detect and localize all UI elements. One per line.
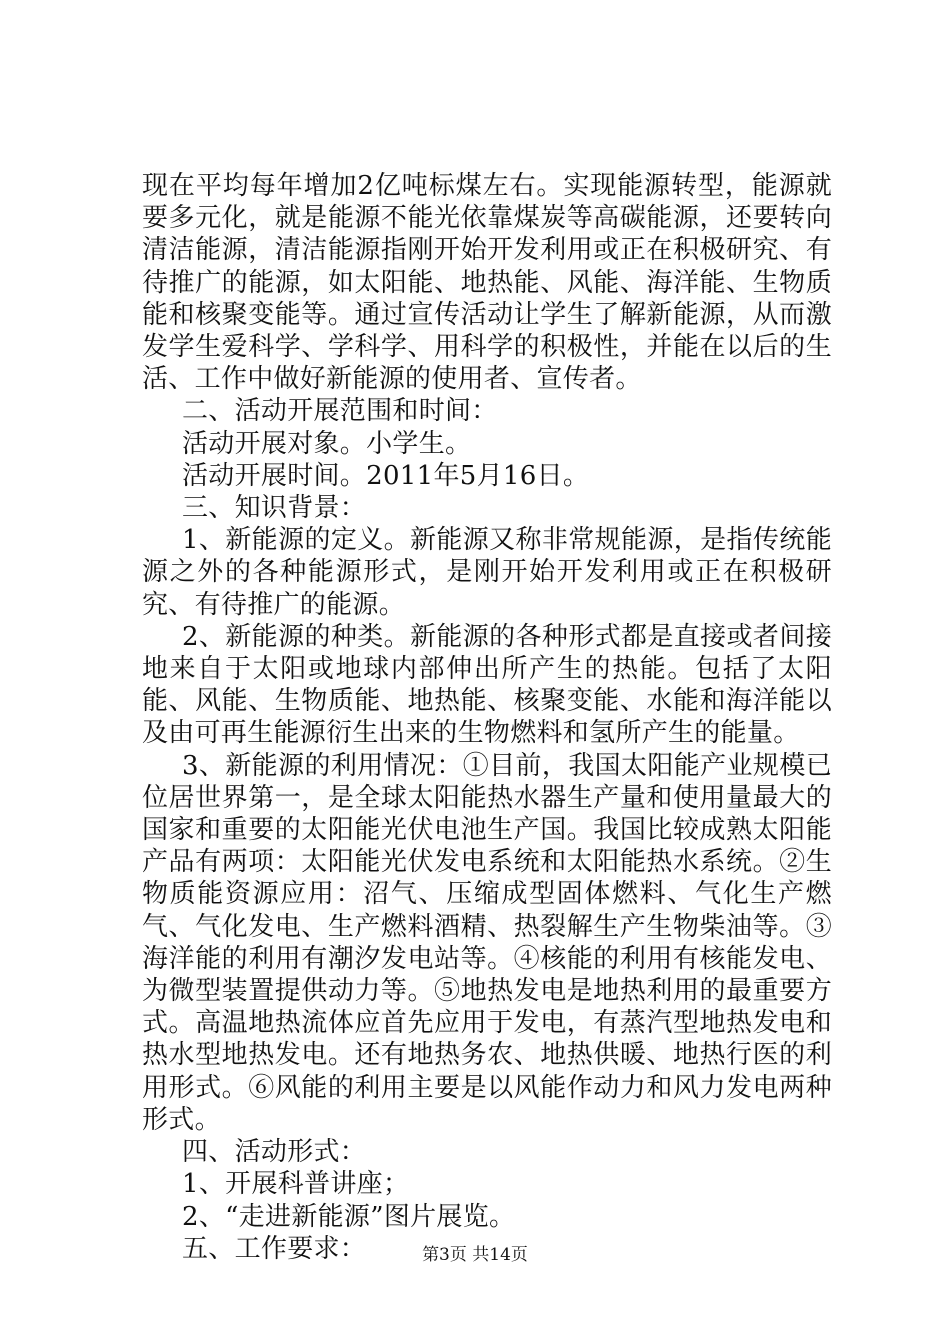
paragraph-energy-transition: 现在平均每年增加2亿吨标煤左右。实现能源转型，能源就要多元化，就是能源不能光依靠煤炭等高碳能源，还要转向清洁能源，清洁能源指刚开始开发利用或正在积极研究、有待推广的能源，如太阳能、地热能、风能、海洋能、生物质能和核聚变能等。通过宣传活动让学生了解新能源，从而激发学生爱科学、学科学、用科学的积极性，并能在以后的生活、工作中做好新能源的使用者、宣传者。 (142, 171, 832, 395)
list-item-exhibition: 2、“走进新能源”图片展览。 (182, 1201, 516, 1232)
paragraph-types: 2、新能源的种类。新能源的各种形式都是直接或者间接地来自于太阳或地球内部伸出所产生的热能。包括了太阳能、风能、生物质能、地热能、核聚变能、水能和海洋能以及由可再生能源衍生出来的生物燃料和氢所产生的能量。 (142, 621, 832, 749)
heading-scope-and-time: 二、活动开展范围和时间： (182, 396, 498, 427)
paragraph-activity-date: 活动开展时间。2011年5月16日。 (182, 460, 590, 491)
paragraph-usage: 3、新能源的利用情况：①目前，我国太阳能产业规模已位居世界第一，是全球太阳能热水器生产量和使用量最大的国家和重要的太阳能光伏电池生产国。我国比较成熟太阳能产品有两项：太阳能光伏发电系统和太阳能热水系统。②生物质能资源应用：沼气、压缩成型固体燃料、气化生产燃气、气化发电、生产燃料酒精、热裂解生产生物柴油等。③海洋能的利用有潮汐发电站等。④核能的利用有核能发电、为微型装置提供动力等。⑤地热发电是地热利用的最重要方式。高温地热流体应首先应用于发电，有蒸汽型地热发电和热水型地热发电。还有地热务农、地热供暖、地热行医的利用形式。⑥风能的利用主要是以风能作动力和风力发电两种形式。 (142, 750, 832, 1135)
heading-knowledge-background: 三、知识背景： (182, 493, 367, 524)
heading-work-requirements: 五、工作要求： (182, 1233, 367, 1264)
paragraph-target-audience: 活动开展对象。小学生。 (182, 428, 472, 459)
page-number-footer: 第3页 共14页 (422, 1245, 528, 1265)
document-body (142, 170, 832, 1265)
paragraph-definition: 1、新能源的定义。新能源又称非常规能源，是指传统能源之外的各种能源形式，是刚开始开发利用或正在积极研究、有待推广的能源。 (142, 525, 832, 620)
list-item-lecture: 1、开展科普讲座； (182, 1169, 410, 1200)
heading-activity-form: 四、活动形式： (182, 1137, 367, 1168)
